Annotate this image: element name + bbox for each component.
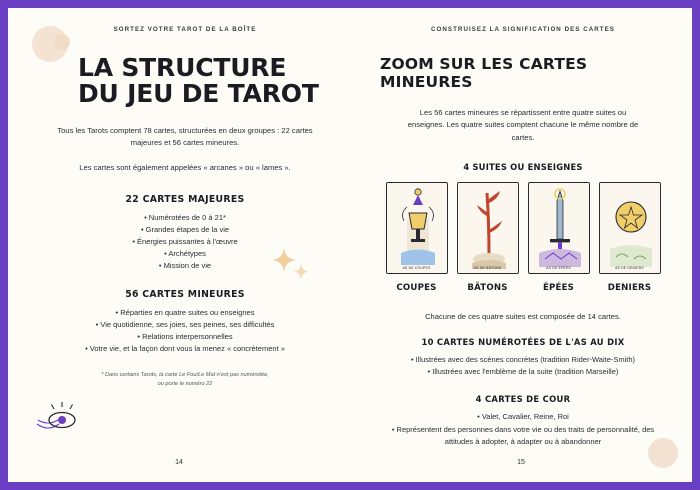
left-running-head: SORTEZ VOTRE TAROT DE LA BOÎTE <box>113 26 257 33</box>
right-page <box>350 8 692 482</box>
page-title-line2: DU JEU DE TAROT <box>78 79 319 108</box>
section-heading-numbered-cards: 10 CARTES NUMÉROTÉES DE L'AS AU DIX <box>421 337 625 348</box>
footnote-line1: * Dans certains Tarots, la carte Le Fou/Le Mat n'est pas numérotée, <box>101 372 269 379</box>
list-item: • Votre vie, et la façon dont vous la menez « concrètement » <box>85 344 285 354</box>
card-cell-deniers <box>599 182 661 293</box>
page-number-right: 15 <box>517 459 525 466</box>
tarot-card-ace-of-swords <box>528 182 590 274</box>
list-item: • Numérotées de 0 à 21* <box>144 212 226 222</box>
intro-paragraph-1: Tous les Tarots comptent 78 cartes, structurées en deux groupes : 22 cartes majeures et 56 cartes mineures. <box>57 126 313 148</box>
list-item: • Archétypes <box>164 249 206 259</box>
card-label: AS DE ÉPÉES <box>546 266 571 271</box>
intro-paragraph-2: Les cartes sont également appelées « arcanes » ou « lames ». <box>79 162 291 172</box>
suite-caption-epees: ÉPÉES <box>542 282 575 293</box>
page-title-line1: LA STRUCTURE <box>78 53 287 82</box>
numbered-cards-list <box>380 354 666 378</box>
list-item: • Mission de vie <box>158 261 212 271</box>
major-cards-list <box>42 212 328 273</box>
suite-caption-batons: BÂTONS <box>467 282 508 293</box>
suite-caption-deniers: DENIERS <box>607 282 652 293</box>
left-page <box>8 8 350 482</box>
page-title <box>78 55 328 107</box>
ace-of-cups-art <box>387 183 448 274</box>
list-item: • Énergies puissantes à l'œuvre <box>132 237 238 247</box>
book-spread <box>8 8 692 482</box>
suite-caption-coupes: COUPES <box>396 282 437 293</box>
list-item: • Réparties en quatre suites ou enseignes <box>115 307 255 317</box>
ace-of-swords-art <box>529 183 590 274</box>
card-label: AS DE COUPES <box>402 266 431 271</box>
list-item: • Illustrées avec l'emblème de la suite (tradition Marseille) <box>427 367 619 377</box>
card-cell-batons <box>457 182 519 293</box>
card-label: AS DE DENIERS <box>615 266 644 271</box>
ace-of-wands-art <box>458 183 519 274</box>
minor-cards-list <box>42 307 328 356</box>
list-item: • Représentent des personnes dans votre vie ou des traits de personnalité, des attitudes à adopter, à adapter ou à abandonner <box>391 424 655 446</box>
tarot-card-ace-of-wands <box>457 182 519 274</box>
list-item: • Grandes étapes de la vie <box>140 225 230 235</box>
section-heading-major-cards: 22 CARTES MAJEURES <box>125 193 245 205</box>
after-cards-paragraph: Chacune de ces quatre suites est composée de 14 cartes. <box>425 311 621 321</box>
tarot-cards-row <box>380 182 666 293</box>
section-heading-minor-cards: 56 CARTES MINEURES <box>125 288 245 300</box>
footnote <box>42 371 328 388</box>
card-label: AS DE BÂTONS <box>473 266 502 271</box>
card-cell-epees <box>528 182 590 293</box>
suites-heading: 4 SUITES OU ENSEIGNES <box>463 161 583 172</box>
card-cell-coupes <box>386 182 448 293</box>
section-heading-court-cards: 4 CARTES DE COUR <box>475 394 571 405</box>
list-item: • Valet, Cavalier, Reine, Roi <box>477 412 569 422</box>
list-item: • Vie quotidienne, ses joies, ses peines, ses difficultés <box>95 319 275 329</box>
page-number-left: 14 <box>175 459 183 466</box>
right-page-title: ZOOM SUR LES CARTES MINEURES <box>380 55 588 91</box>
tarot-card-ace-of-cups <box>386 182 448 274</box>
list-item: • Illustrées avec des scènes concrètes (tradition Rider-Waite-Smith) <box>410 355 636 365</box>
footnote-line2: ou porte le numéro 22 <box>157 380 213 387</box>
tarot-card-ace-of-pentacles <box>599 182 661 274</box>
decorative-circle-small <box>54 34 70 50</box>
ace-of-pentacles-art <box>600 183 661 274</box>
list-item: • Relations interpersonnelles <box>137 331 233 341</box>
right-lead-paragraph: Les 56 cartes mineures se répartissent entre quatre suites ou enseignes. Les quatre suites comptent chacune le même nombre de cartes. <box>407 108 639 142</box>
eye-icon <box>34 400 86 440</box>
right-running-head: CONSTRUISEZ LA SIGNIFICATION DES CARTES <box>431 26 615 33</box>
court-cards-list <box>380 411 666 447</box>
